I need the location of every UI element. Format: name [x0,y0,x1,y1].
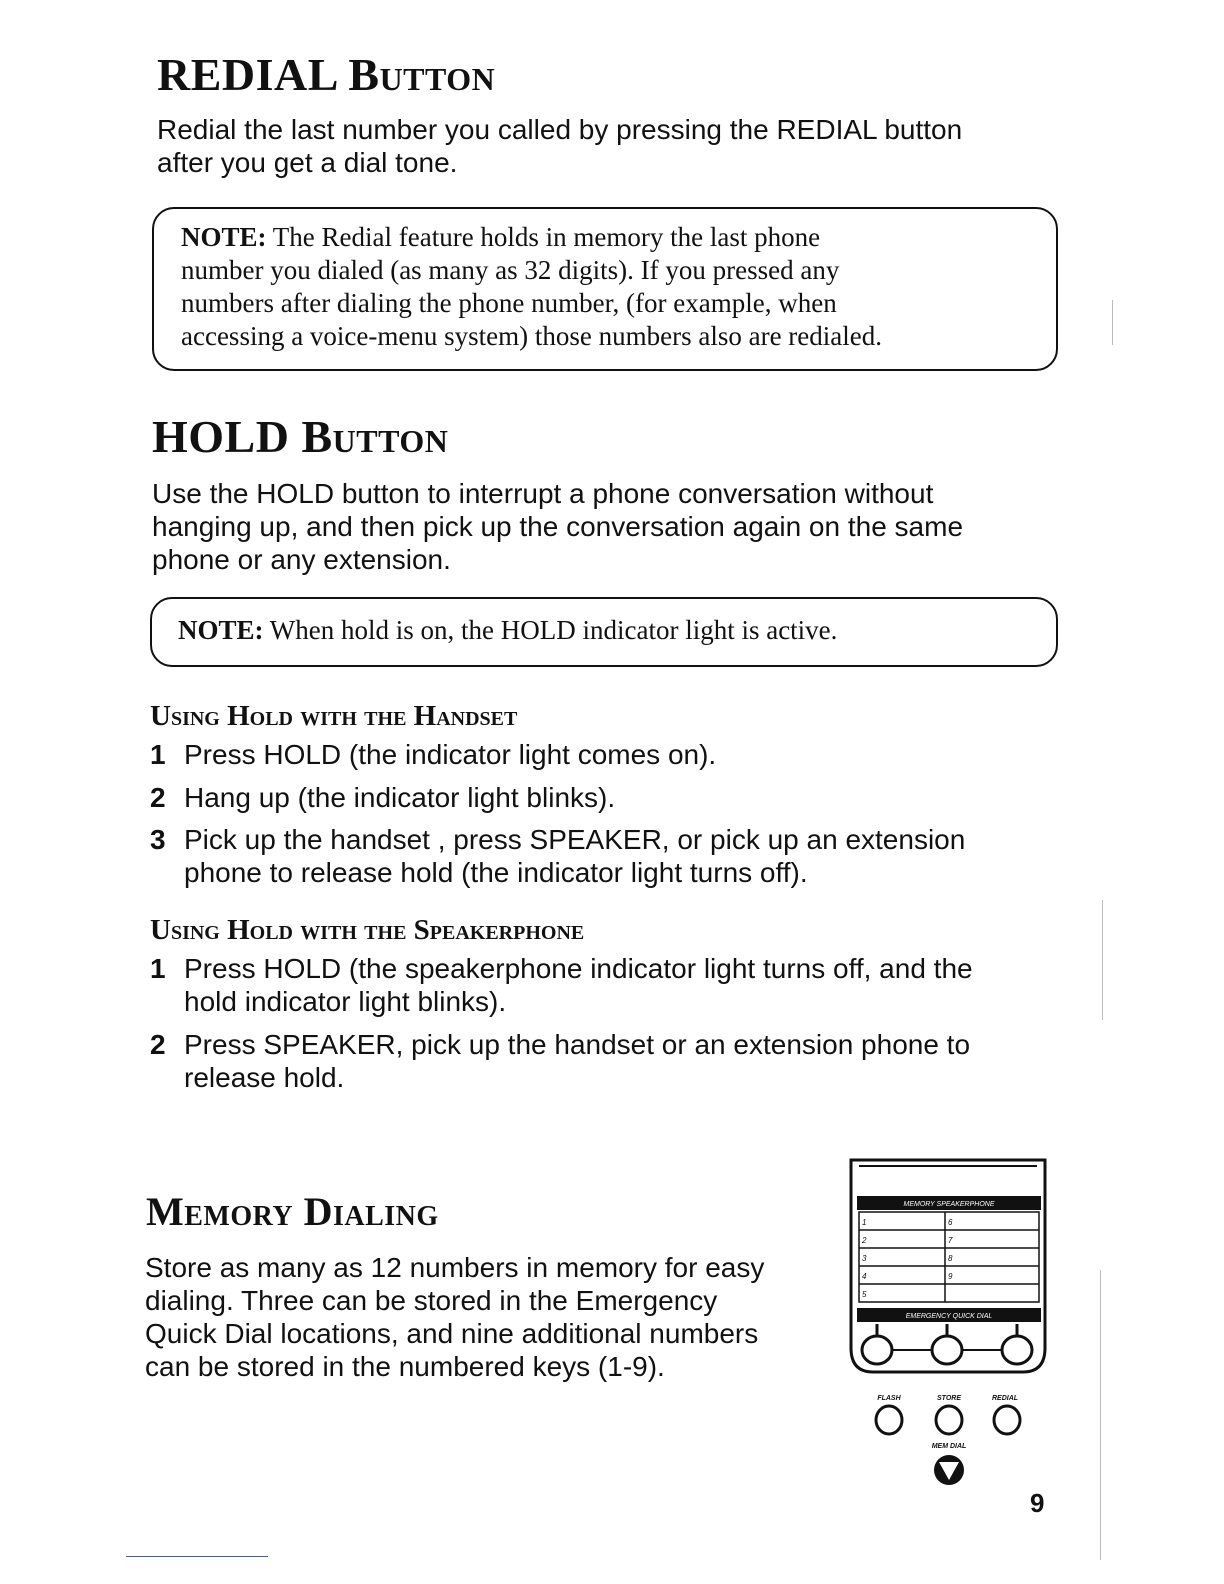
step-number: 3 [150,824,166,855]
step-text-line1: Press SPEAKER, pick up the handset or an extension phone to [184,1029,971,1060]
scan-edge-mark [1102,900,1103,1020]
step-number: 2 [150,1029,166,1060]
step-number: 1 [150,739,166,770]
memory-body [145,1251,764,1383]
redial-body [157,113,962,179]
hold-body-line1: Use the HOLD button to interrupt a phone conversation without [152,478,934,509]
memory-body-line3: Quick Dial locations, and nine additional numbers [145,1318,759,1349]
redial-button [994,1406,1020,1434]
scan-edge-mark [1100,1270,1101,1560]
redial-note-line1: The Redial feature holds in memory the last phone [272,222,821,252]
memory-body-line4: can be stored in the numbered keys (1-9). [145,1351,665,1382]
step-text [184,823,1064,889]
hold-body [152,477,963,576]
hold-body-line3: phone or any extension. [152,544,451,575]
flash-label: FLASH [877,1395,901,1402]
top-band-label: MEMORY SPEAKERPHONE [903,1201,995,1208]
step-text-line2: phone to release hold (the indicator light turns off). [184,857,808,888]
memory-body-line2: dialing. Three can be stored in the Emergency [145,1285,718,1316]
speakerphone-heading: Using Hold with the Speakerphone [150,914,585,946]
hold-note-text: When hold is on, the HOLD indicator light is active. [269,615,838,645]
phone-keypad-illustration [847,1158,1047,1488]
slot-label-1: 1 [862,1218,867,1227]
step-text [184,952,1064,1018]
hold-heading [152,410,448,463]
slot-label-2: 2 [862,1236,867,1245]
redial-body-line1: Redial the last number you called by pressing the REDIAL button [157,114,963,145]
quick-dial-button-1 [862,1336,892,1364]
redial-note-line3: numbers after dialing the phone number, (for example, when [181,288,837,318]
step-text [184,1028,1064,1094]
flash-button [876,1406,902,1434]
hold-heading-main: HOLD [152,411,290,462]
redial-note-line2: number you dialed (as many as 32 digits). If you pressed any [181,255,840,285]
memdial-label: MEM DIAL [931,1443,967,1450]
quick-dial-buttons [862,1324,1032,1364]
step-text: Press HOLD (the indicator light comes on). [184,739,717,770]
quick-dial-button-2 [932,1336,962,1364]
redial-note-box [152,207,1058,371]
hold-note-label: NOTE: [178,615,264,645]
slot-label-6: 6 [948,1218,953,1227]
step-number: 1 [150,953,166,984]
slot-label-8: 8 [948,1254,953,1263]
redial-heading-main: REDIAL [157,49,337,100]
handset-heading: Using Hold with the Handset [150,700,518,732]
hold-note-box [150,597,1058,667]
step-text-line1: Press HOLD (the speakerphone indicator light turns off, and the [184,953,973,984]
store-button [936,1406,962,1434]
step-text-line1: Pick up the handset , press SPEAKER, or pick up an extension [184,824,966,855]
slot-label-5: 5 [862,1290,867,1299]
slot-label-3: 3 [862,1254,867,1263]
slot-label-9: 9 [948,1272,953,1281]
step-text-line2: release hold. [184,1062,345,1093]
redial-body-line2: after you get a dial tone. [157,147,458,178]
slot-label-7: 7 [948,1236,953,1245]
redial-heading-rest: Button [348,49,496,100]
footer-rule [126,1556,268,1557]
hold-heading-rest: Button [301,411,449,462]
hold-body-line2: hanging up, and then pick up the conversation again on the same [152,511,964,542]
redial-label: REDIAL [991,1395,1019,1402]
store-label: STORE [937,1395,961,1402]
memory-body-line1: Store as many as 12 numbers in memory for easy [145,1252,765,1283]
redial-note-line4: accessing a voice-menu system) those numbers also are redialed. [181,321,882,351]
step-text: Hang up (the indicator light blinks). [184,782,616,813]
redial-heading [157,48,495,101]
slot-label-4: 4 [862,1272,867,1281]
quick-dial-button-3 [1002,1336,1032,1364]
redial-note-label: NOTE: [181,222,267,252]
step-number: 2 [150,782,166,813]
bottom-band-label: EMERGENCY QUICK DIAL [905,1313,993,1320]
step-text-line2: hold indicator light blinks). [184,986,507,1017]
page-number: 9 [1030,1488,1045,1518]
memory-heading: Memory Dialing [146,1189,439,1234]
scan-edge-mark [1112,300,1113,345]
